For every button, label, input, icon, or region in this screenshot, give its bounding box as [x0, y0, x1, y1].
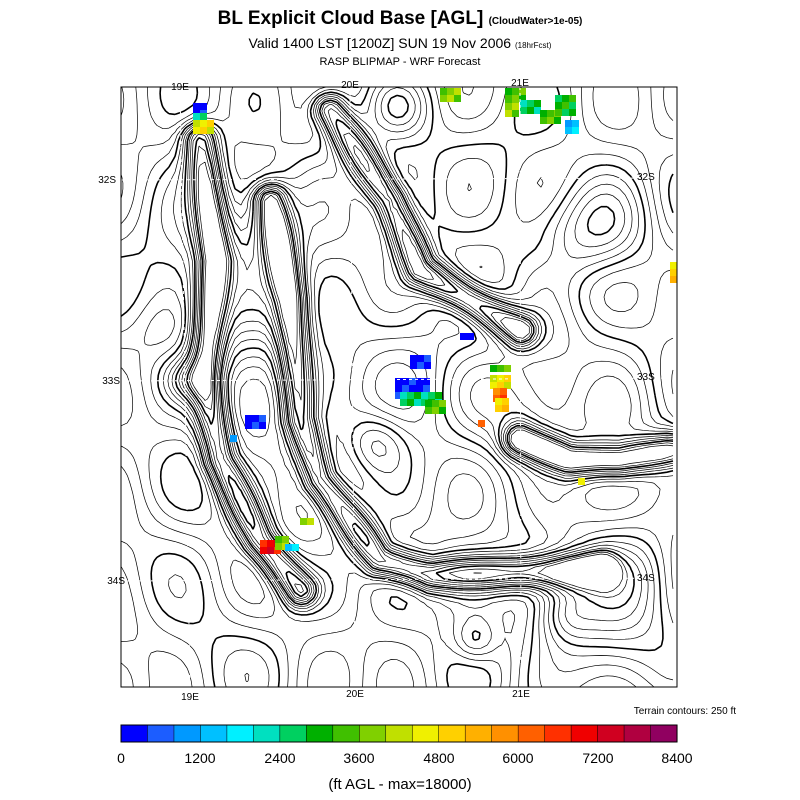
map-title-main: BL Explicit Cloud Base [AGL] — [217, 8, 484, 29]
lat-label-right-32s: 32S — [637, 172, 655, 183]
cloud-base-cell — [512, 110, 519, 117]
cloud-base-cell — [416, 385, 423, 392]
cloud-base-cell — [260, 540, 267, 547]
cloud-base-cell — [200, 127, 207, 134]
cloud-base-cell — [193, 103, 200, 110]
colorbar-swatch — [651, 725, 678, 742]
colorbar-swatch — [439, 725, 466, 742]
cloud-base-cell — [267, 540, 274, 547]
cloud-base-cell — [307, 518, 314, 525]
cloud-base-cell — [540, 117, 547, 124]
lat-label-right-33s: 33S — [637, 372, 655, 383]
terrain-contour-line — [192, 145, 673, 592]
cloud-base-cell — [460, 333, 467, 340]
cloud-base-cell — [275, 536, 282, 543]
cloud-base-cell — [497, 365, 504, 372]
lon-label-top-20e: 20E — [341, 80, 359, 91]
cloud-base-cell — [670, 276, 677, 283]
cloud-base-cell — [410, 362, 417, 369]
cloud-base-cell — [395, 385, 402, 392]
lon-label-bottom-19e: 19E — [181, 692, 199, 703]
cloud-base-cell — [440, 95, 447, 102]
colorbar-swatch — [571, 725, 598, 742]
cloud-base-cell — [555, 95, 562, 102]
colorbar-swatch — [545, 725, 572, 742]
cloud-base-cell — [520, 107, 527, 114]
colorbar-swatch — [121, 725, 148, 742]
meridian-line — [520, 87, 521, 687]
cloud-base-cell — [572, 120, 579, 127]
terrain-contour-line — [176, 95, 674, 650]
cloud-base-cell — [417, 355, 424, 362]
colorbar-swatch — [333, 725, 360, 742]
lon-label-bottom-21e: 21E — [512, 689, 530, 700]
cloud-base-cell — [440, 88, 447, 95]
cloud-base-cell — [512, 103, 519, 110]
cloud-base-cell — [578, 478, 585, 485]
colorbar-tick-6000: 6000 — [502, 750, 534, 766]
cloud-base-cell — [478, 420, 485, 427]
cloud-base-cell — [505, 88, 512, 95]
cloud-base-cell — [407, 392, 414, 399]
colorbar-swatch — [492, 725, 519, 742]
cloud-base-cell — [670, 269, 677, 276]
cloud-base-cell — [267, 547, 274, 554]
cloud-base-cell — [414, 399, 421, 406]
colorbar-swatch — [624, 725, 651, 742]
cloud-base-cell — [670, 262, 677, 269]
cloud-base-cell — [193, 120, 200, 127]
parallel-line — [121, 178, 677, 180]
cloud-base-cell — [505, 96, 512, 103]
colorbar-swatch — [253, 725, 280, 742]
cloud-base-cell — [562, 102, 569, 109]
cloud-base-cell — [495, 398, 502, 405]
colorbar-tick-3600: 3600 — [343, 750, 375, 766]
colorbar-tick-1200: 1200 — [184, 750, 216, 766]
colorbar-swatch — [518, 725, 545, 742]
cloud-base-cell — [569, 109, 576, 116]
cloud-base-cell — [512, 88, 519, 95]
colorbar-swatch — [280, 725, 307, 742]
cloud-base-cell — [490, 382, 497, 389]
cloud-base-cell — [572, 127, 579, 134]
lat-label-right-34s: 34S — [637, 573, 655, 584]
forecast-hour-note: (18hrFcst) — [514, 41, 552, 50]
cloud-base-cell — [547, 110, 554, 117]
terrain-contour-note: Terrain contours: 250 ft — [633, 706, 736, 717]
cloud-base-cell — [565, 127, 572, 134]
cloud-base-cell — [497, 382, 504, 389]
colorbar-swatch — [147, 725, 174, 742]
cloud-base-cell — [505, 110, 512, 117]
cloud-base-cell — [540, 110, 547, 117]
cloud-base-cell — [555, 109, 562, 116]
cloud-base-cell — [555, 102, 562, 109]
cloud-base-cell — [500, 388, 507, 395]
cloud-base-cell — [400, 392, 407, 399]
cloud-base-cell — [200, 120, 207, 127]
colorbar-tick-8400: 8400 — [661, 750, 693, 766]
colorbar-unit-label: (ft AGL - max=18000) — [328, 776, 472, 793]
cloud-base-cell — [200, 113, 207, 120]
cloud-base-cell — [428, 392, 435, 399]
cloud-base-cell — [454, 88, 461, 95]
cloud-base-cell — [504, 365, 511, 372]
cloud-base-cell — [275, 543, 282, 550]
cloud-base-cell — [569, 102, 576, 109]
lat-label-left-33s: 33S — [102, 376, 120, 387]
cloud-base-cell — [193, 113, 200, 120]
cloud-base-cell — [230, 435, 237, 442]
cloud-base-cell — [502, 405, 509, 412]
lat-label-left-32s: 32S — [98, 175, 116, 186]
cloud-base-cell — [439, 407, 446, 414]
colorbar — [121, 725, 677, 742]
terrain-contour-line — [189, 133, 673, 598]
colorbar-swatch — [412, 725, 439, 742]
lat-label-left-34s: 34S — [107, 576, 125, 587]
cloud-base-cell — [562, 95, 569, 102]
model-source: RASP BLIPMAP - WRF Forecast — [319, 56, 481, 68]
cloud-base-cell — [425, 407, 432, 414]
cloud-base-cell — [292, 544, 299, 551]
lon-label-top-21e: 21E — [511, 78, 529, 89]
colorbar-swatch — [359, 725, 386, 742]
cloud-base-cell — [534, 107, 541, 114]
cloud-base-cell — [417, 362, 424, 369]
cloud-base-cell — [439, 400, 446, 407]
cloud-base-cell — [502, 398, 509, 405]
cloud-base-cell — [432, 400, 439, 407]
cloud-base-cell — [400, 399, 407, 406]
colorbar-swatch — [598, 725, 625, 742]
cloud-base-cell — [505, 103, 512, 110]
cloud-base-cell — [432, 407, 439, 414]
cloud-base-cell — [300, 518, 307, 525]
cloud-base-cell — [402, 385, 409, 392]
cloud-base-cell — [423, 385, 430, 392]
cloud-base-cell — [534, 100, 541, 107]
colorbar-swatch — [465, 725, 492, 742]
cloud-base-cell — [207, 127, 214, 134]
colorbar-swatch — [386, 725, 413, 742]
cloud-base-cell — [504, 382, 511, 389]
cloud-base-cell — [409, 385, 416, 392]
cloud-base-cell — [493, 388, 500, 395]
cloud-base-cell — [260, 547, 267, 554]
lon-label-bottom-20e: 20E — [346, 689, 364, 700]
cloud-base-cell — [467, 333, 474, 340]
cloud-base-cell — [424, 362, 431, 369]
cloud-base-cell — [527, 100, 534, 107]
cloud-base-cell — [565, 120, 572, 127]
cloud-base-cell — [569, 95, 576, 102]
cloud-base-cell — [414, 392, 421, 399]
lon-label-top-19e: 19E — [171, 82, 189, 93]
cloud-base-cell — [490, 365, 497, 372]
cloud-base-cell — [447, 88, 454, 95]
cloud-base-cell — [512, 96, 519, 103]
colorbar-tick-0: 0 — [117, 750, 125, 766]
cloud-base-cell — [547, 117, 554, 124]
cloud-base-cell — [562, 109, 569, 116]
cloud-base-cell — [495, 405, 502, 412]
cloud-base-cell — [245, 415, 252, 422]
colorbar-swatch — [227, 725, 254, 742]
colorbar-tick-7200: 7200 — [582, 750, 614, 766]
cloud-base-cell — [252, 415, 259, 422]
colorbar-swatch — [200, 725, 227, 742]
cloud-base-cell — [245, 422, 252, 429]
valid-time-text: Valid 1400 LST [1200Z] SUN 19 Nov 2006 — [248, 35, 512, 51]
cloud-base-cell — [435, 392, 442, 399]
cloud-base-cell — [407, 399, 414, 406]
colorbar-swatch — [306, 725, 333, 742]
cloud-base-cell — [259, 415, 266, 422]
cloud-base-cell — [252, 422, 259, 429]
cloud-base-cell — [425, 400, 432, 407]
cloud-base-cell — [454, 95, 461, 102]
cloud-base-cell — [527, 107, 534, 114]
cloud-base-cell — [259, 422, 266, 429]
cloud-base-cell — [410, 355, 417, 362]
cloud-base-cell — [200, 103, 207, 110]
colorbar-swatch — [174, 725, 201, 742]
cloud-base-cell — [554, 117, 561, 124]
colorbar-tick-4800: 4800 — [423, 750, 455, 766]
colorbar-tick-2400: 2400 — [264, 750, 296, 766]
cloud-base-cell — [421, 392, 428, 399]
map-title-note: (CloudWater>1e-05) — [488, 16, 583, 27]
cloud-base-cell — [447, 95, 454, 102]
cloud-base-cell — [520, 100, 527, 107]
cloud-base-cell — [424, 355, 431, 362]
cloud-base-cell — [285, 544, 292, 551]
cloud-base-cell — [193, 127, 200, 134]
cloud-base-cell — [282, 536, 289, 543]
cloud-base-cell — [207, 120, 214, 127]
